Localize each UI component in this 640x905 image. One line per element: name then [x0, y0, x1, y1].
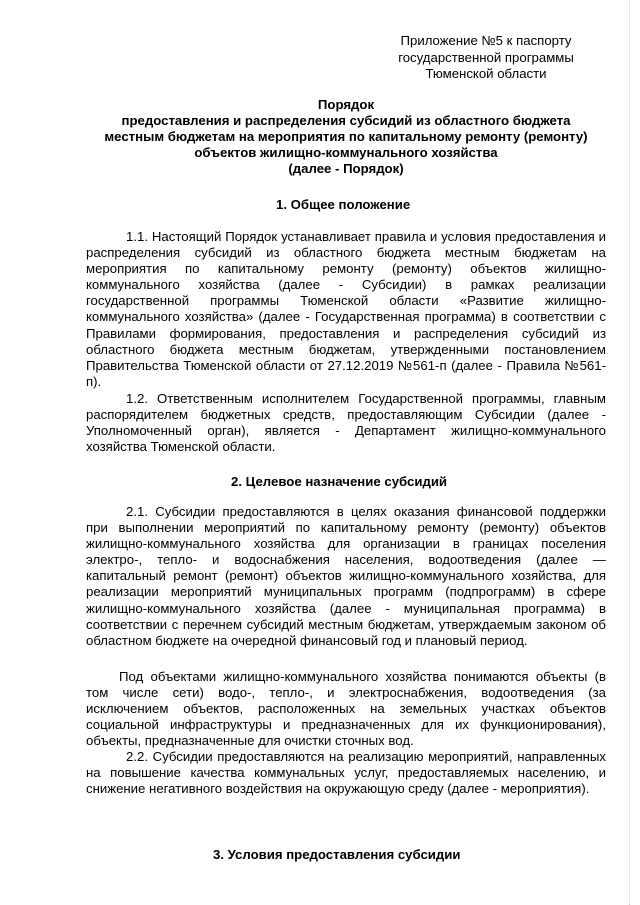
section-2-paragraph-1: 2.1. Субсидии предоставляются в целях оказания финансовой поддержки при выполнении мероприятий по капитальному ремонту (ремонту) объектов жилищно-коммунального хозяйства для организации в границах поселения электро-, тепло- и водоснабжения населения, водоотведения (далее — капитальный ремонт (ремонт) объектов жилищно-коммунального хозяйства, для реализации мероприятий муниципальных программ (подпрограмм) в сфере жилищно-коммунального хозяйства (далее - муниципальная программа) в соответствии с перечнем субсидий местным бюджетам, утверждаемым законом об областном бюджете на очередной финансовый год и плановый период. — [86, 504, 606, 648]
title-line-1: Порядок — [317, 97, 375, 112]
section-2-paragraph-2: Под объектами жилищно-коммунального хозяйства понимаются объекты (в том числе сети) водо-, тепло-, и электроснабжения, водоотведения (за исключением объектов, расположенных на земельных участках объектов социальной инфраструктуры и предназначенных для их функционирования), объекты, предназначенные для очистки сточных вод. — [86, 669, 606, 749]
title-line-5: (далее - Порядок) — [288, 161, 404, 176]
title-line-4: объектов жилищно-коммунального хозяйства — [194, 145, 498, 160]
section-2-paragraph-3: 2.2. Субсидии предоставляются на реализацию мероприятий, направленных на повышение качества коммунальных услуг, предоставляемых населению, и снижение негативного воздействия на окружающую среду (далее - мероприятия). — [86, 749, 606, 797]
section-3-heading: 3. Условия предоставления субсидии — [213, 847, 461, 862]
appendix-note — [386, 33, 586, 83]
section-2-heading: 2. Целевое назначение субсидий — [231, 474, 448, 489]
title-line-2: предоставления и распределения субсидий из областного бюджета — [121, 113, 571, 128]
section-1-heading: 1. Общее положение — [276, 197, 411, 212]
appendix-line-3: Тюменской области — [425, 66, 547, 81]
page-edge — [629, 0, 630, 905]
appendix-line-1: Приложение №5 к паспорту — [400, 33, 572, 48]
title-line-3: местным бюджетам на мероприятия по капитальному ремонту (ремонту) — [104, 129, 588, 144]
section-1-paragraph-1: 1.1. Настоящий Порядок устанавливает правила и условия предоставления и распределения субсидий из областного бюджета местным бюджетам на мероприятия по капитальному ремонту (ремонту) объектов жилищно-коммунального хозяйства (далее - Субсидии) в рамках реализации государственной программы Тюменской области «Развитие жилищно-коммунального хозяйства» (далее - Государственная программа) в соответствии с Правилами формирования, предоставления и распределения субсидий из областного бюджета местным бюджетам, утвержденными постановлением Правительства Тюменской области от 27.12.2019 №561-п (далее - Правила №561-п). — [86, 229, 606, 389]
appendix-line-2: государственной программы — [398, 49, 574, 65]
section-1-paragraph-2: 1.2. Ответственным исполнителем Государственной программы, главным распорядителем бюджетных средств, предоставляющим Субсидии (далее - Уполномоченный орган), является - Департамент жилищно-коммунального хозяйства Тюменской области. — [86, 391, 606, 455]
document-title — [86, 97, 606, 177]
